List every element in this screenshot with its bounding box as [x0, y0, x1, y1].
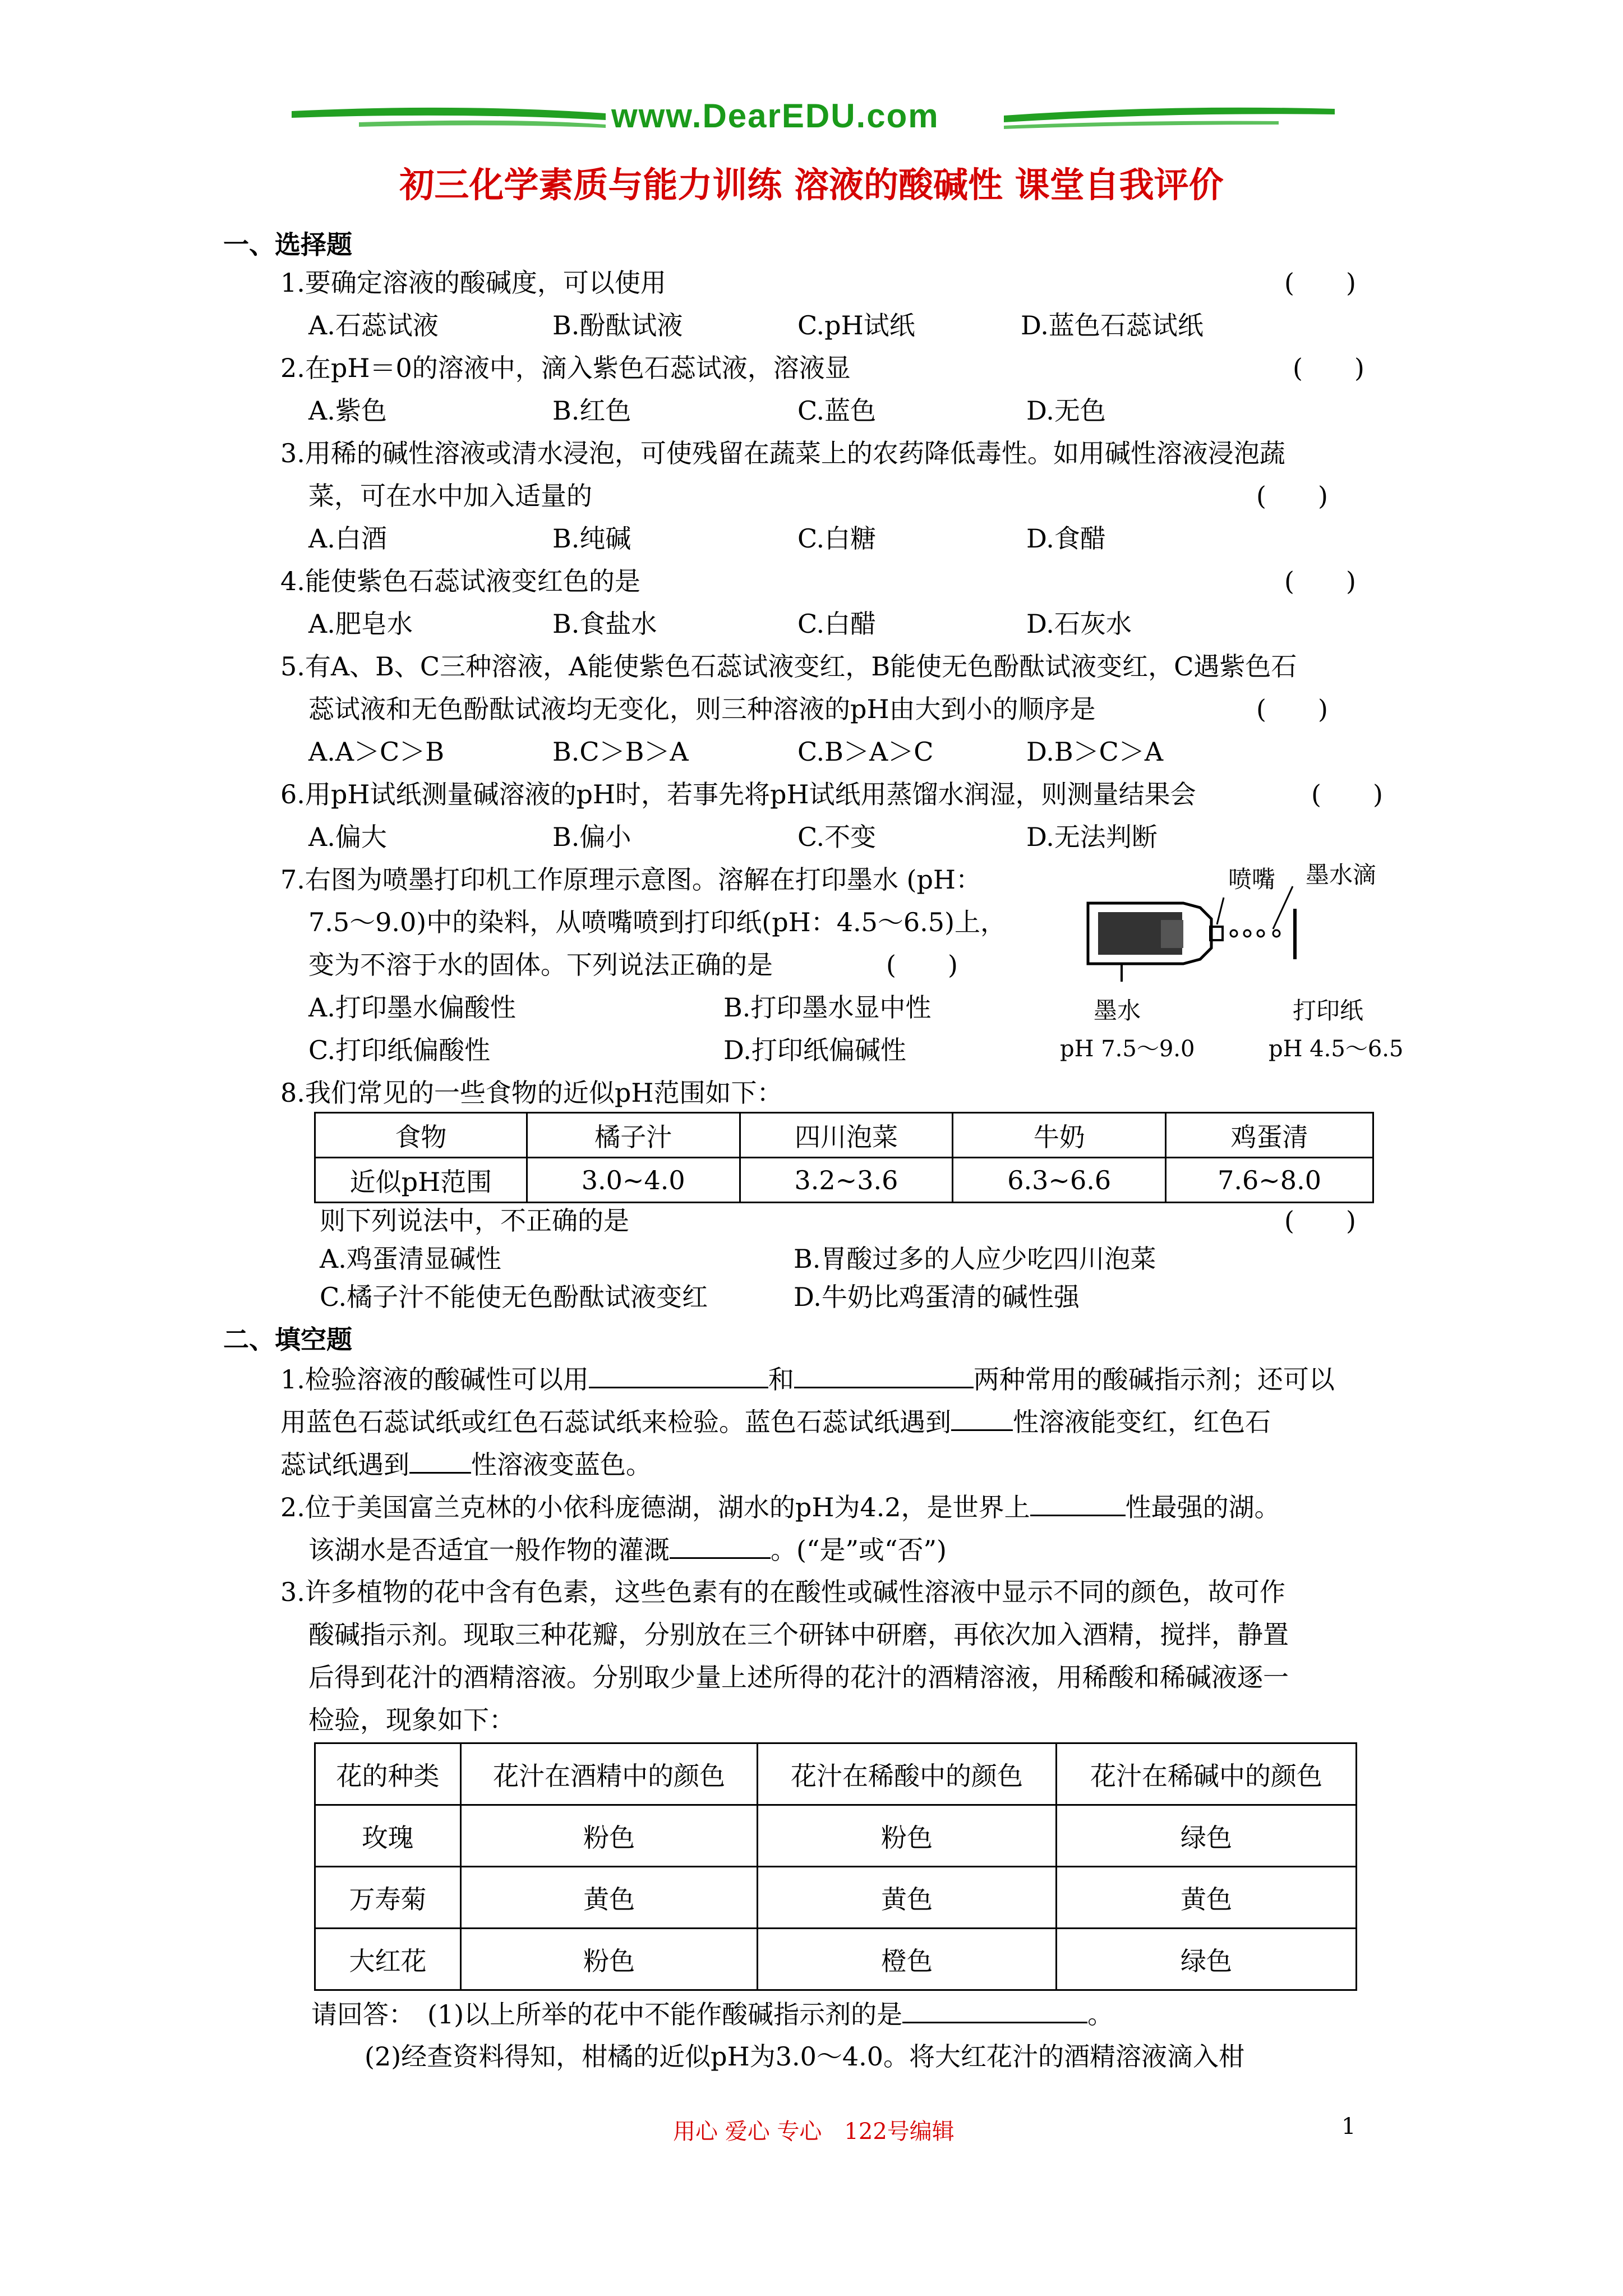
- table-cell: 黄色: [1057, 1867, 1357, 1929]
- table-cell: 3.2~3.6: [740, 1158, 953, 1203]
- q7-stem-line1: 7.右图为喷墨打印机工作原理示意图。溶解在打印墨水 (pH：: [280, 864, 982, 895]
- q6-stem: 6.用pH试纸测量碱溶液的pH时，若事先将pH试纸用蒸馏水润湿，则测量结果会: [280, 779, 1196, 809]
- fill-q2-text: 。(“是”或“否”): [771, 1535, 947, 1565]
- label-paper: 打印纸: [1293, 997, 1364, 1024]
- table-cell: 四川泡菜: [740, 1113, 953, 1158]
- section-heading-choice: 一、选择题: [223, 229, 352, 260]
- q1-option-d[interactable]: D.蓝色石蕊试纸: [1021, 310, 1204, 341]
- table-row: [315, 1743, 1357, 1805]
- q8-option-a[interactable]: A.鸡蛋清显碱性: [320, 1244, 501, 1274]
- q4-option-a[interactable]: A.肥皂水: [308, 609, 413, 639]
- table-cell: 橘子汁: [527, 1113, 740, 1158]
- q8-option-b[interactable]: B.胃酸过多的人应少吃四川泡菜: [794, 1244, 1156, 1274]
- label-paper-ph: pH 4.5～6.5: [1269, 1036, 1404, 1062]
- q4-stem: 4.能使紫色石蕊试液变红色的是: [280, 566, 640, 596]
- fill-q3-line4: 检验，现象如下：: [308, 1705, 515, 1735]
- blank-field[interactable]: [902, 1997, 1087, 2023]
- table-cell: 花汁在稀酸中的颜色: [758, 1743, 1057, 1805]
- table-row: [315, 1158, 1373, 1203]
- q3-option-c[interactable]: C.白糖: [797, 523, 877, 554]
- q8-stem2: 则下列说法中，不正确的是: [320, 1205, 629, 1236]
- q5-option-d[interactable]: D.B＞C＞A: [1026, 737, 1164, 767]
- page-title: 初三化学素质与能力训练 溶液的酸碱性 课堂自我评价: [399, 164, 1224, 205]
- q3-option-d[interactable]: D.食醋: [1026, 523, 1106, 554]
- q8-option-c[interactable]: C.橘子汁不能使无色酚酞试液变红: [320, 1282, 708, 1312]
- table-cell: 花汁在稀碱中的颜色: [1057, 1743, 1357, 1805]
- fill-q1-text: 用蓝色石蕊试纸或红色石蕊试纸来检验。蓝色石蕊试纸遇到: [280, 1407, 951, 1437]
- fill-q3-text: 。: [1087, 1999, 1114, 2030]
- table-cell: 万寿菊: [315, 1867, 461, 1929]
- page-number: 1: [1341, 2114, 1356, 2139]
- blank-field[interactable]: [951, 1405, 1013, 1431]
- table-cell: 鸡蛋清: [1166, 1113, 1373, 1158]
- q7-option-c[interactable]: C.打印纸偏酸性: [308, 1035, 491, 1065]
- fill-q1-text: 和: [768, 1364, 794, 1395]
- q5-option-b[interactable]: B.C＞B＞A: [552, 737, 689, 767]
- fill-q3-line3: 后得到花汁的酒精溶液。分别取少量上述所得的花汁的酒精溶液，用稀酸和稀碱液逐一: [308, 1662, 1289, 1692]
- q2-option-d[interactable]: D.无色: [1026, 395, 1106, 426]
- q5-option-c[interactable]: C.B＞A＞C: [797, 737, 934, 767]
- q4-option-c[interactable]: C.白醋: [797, 609, 877, 639]
- table-cell: 花的种类: [315, 1743, 461, 1805]
- q1-stem: 1.要确定溶液的酸碱度，可以使用: [280, 268, 666, 298]
- food-ph-table: [314, 1112, 1374, 1203]
- table-cell: 粉色: [461, 1805, 758, 1867]
- q8-stem: 8.我们常见的一些食物的近似pH范围如下：: [280, 1078, 783, 1108]
- q4-option-d[interactable]: D.石灰水: [1026, 609, 1132, 639]
- q6-answer-paren[interactable]: ( ): [1311, 779, 1383, 809]
- fill-q1-line3: [280, 1447, 652, 1481]
- table-cell: 大红花: [315, 1929, 461, 1990]
- table-cell: 玫瑰: [315, 1805, 461, 1867]
- fill-q1-line1: [280, 1362, 1335, 1396]
- fill-q1-text: 1.检验溶液的酸碱性可以用: [280, 1364, 589, 1395]
- blank-field[interactable]: [670, 1533, 771, 1559]
- fill-q1-text: 蕊试纸遇到: [280, 1450, 409, 1480]
- table-row: [315, 1805, 1357, 1867]
- fill-q2-line1: [280, 1490, 1280, 1524]
- q7-answer-paren[interactable]: ( ): [886, 950, 958, 980]
- table-cell: 黄色: [461, 1867, 758, 1929]
- table-cell: 粉色: [758, 1805, 1057, 1867]
- q6-option-a[interactable]: A.偏大: [308, 822, 387, 852]
- q2-option-b[interactable]: B.红色: [552, 395, 631, 426]
- fill-q1-text: 性溶液变蓝色。: [471, 1450, 652, 1480]
- table-cell: 近似pH范围: [315, 1158, 527, 1203]
- blank-field[interactable]: [409, 1447, 471, 1474]
- table-cell: 3.0~4.0: [527, 1158, 740, 1203]
- blank-field[interactable]: [794, 1362, 974, 1388]
- label-ink: 墨水: [1094, 997, 1141, 1024]
- q4-answer-paren[interactable]: ( ): [1284, 566, 1356, 596]
- q4-option-b[interactable]: B.食盐水: [552, 609, 657, 639]
- q6-option-c[interactable]: C.不变: [797, 822, 877, 852]
- q5-stem-line1: 5.有A、B、C三种溶液，A能使紫色石蕊试液变红，B能使无色酚酞试液变红，C遇紫色石: [280, 651, 1297, 682]
- q8-answer-paren[interactable]: ( ): [1284, 1205, 1356, 1236]
- q1-option-b[interactable]: B.酚酞试液: [552, 310, 683, 341]
- fill-q3-answer2: (2)经查资料得知，柑橘的近似pH为3.0～4.0。将大红花汁的酒精溶液滴入柑: [365, 2041, 1245, 2072]
- fill-q2-line2: [308, 1533, 947, 1567]
- fill-q3-text: 请回答： (1)以上所举的花中不能作酸碱指示剂的是: [311, 1999, 903, 2030]
- label-ink-ph: pH 7.5～9.0: [1060, 1036, 1195, 1062]
- q7-stem-line3: 变为不溶于水的固体。下列说法正确的是: [308, 950, 773, 980]
- table-cell: 6.3~6.6: [953, 1158, 1166, 1203]
- table-cell: 橙色: [758, 1929, 1057, 1990]
- q2-answer-paren[interactable]: ( ): [1293, 353, 1364, 383]
- fill-q3-line1: 3.许多植物的花中含有色素，这些色素有的在酸性或碱性溶液中显示不同的颜色，故可作: [280, 1577, 1285, 1607]
- table-cell: 绿色: [1057, 1805, 1357, 1867]
- q3-option-b[interactable]: B.纯碱: [552, 523, 631, 554]
- q5-stem-line2: 蕊试液和无色酚酞试液均无变化，则三种溶液的pH由大到小的顺序是: [308, 694, 1096, 724]
- q7-stem-line2: 7.5～9.0)中的染料，从喷嘴喷到打印纸(pH：4.5～6.5)上，: [308, 907, 1007, 937]
- fill-q2-text: 该湖水是否适宜一般作物的灌溉: [308, 1535, 670, 1565]
- q5-option-a[interactable]: A.A＞C＞B: [308, 737, 445, 767]
- q5-answer-paren[interactable]: ( ): [1256, 694, 1328, 724]
- fill-q1-line2: [280, 1405, 1271, 1439]
- fill-q3-line2: 酸碱指示剂。现取三种花瓣，分别放在三个研钵中研磨，再依次加入酒精，搅拌，静置: [308, 1619, 1289, 1650]
- q2-option-a[interactable]: A.紫色: [308, 395, 387, 426]
- section-heading-fill: 二、填空题: [223, 1324, 352, 1355]
- fill-q1-text: 两种常用的酸碱指示剂；还可以: [973, 1364, 1335, 1395]
- table-row: [315, 1113, 1373, 1158]
- blank-field[interactable]: [1030, 1490, 1126, 1516]
- table-cell: 粉色: [461, 1929, 758, 1990]
- q3-option-a[interactable]: A.白酒: [308, 523, 387, 554]
- q3-answer-paren[interactable]: ( ): [1256, 481, 1328, 511]
- table-cell: 黄色: [758, 1867, 1057, 1929]
- table-row: [315, 1867, 1357, 1929]
- q7-option-d[interactable]: D.打印纸偏碱性: [723, 1035, 906, 1065]
- fill-q3-answer1: [311, 1997, 1113, 2031]
- table-cell: 绿色: [1057, 1929, 1357, 1990]
- table-cell: 花汁在酒精中的颜色: [461, 1743, 758, 1805]
- site-logo[interactable]: www.DearEDU.com: [611, 97, 939, 135]
- label-nozzle: 喷嘴: [1228, 866, 1276, 893]
- q3-stem-line1: 3.用稀的碱性溶液或清水浸泡，可使残留在蔬菜上的农药降低毒性。如用碱性溶液浸泡蔬: [280, 438, 1285, 468]
- q2-stem: 2.在pH＝0的溶液中，滴入紫色石蕊试液，溶液显: [280, 353, 851, 383]
- table-cell: 7.6~8.0: [1166, 1158, 1373, 1203]
- flower-color-table: [314, 1742, 1357, 1991]
- label-ink-drops: 墨水滴: [1306, 861, 1377, 889]
- q2-option-c[interactable]: C.蓝色: [797, 395, 877, 426]
- q3-stem-line2: 菜，可在水中加入适量的: [308, 481, 592, 511]
- q1-option-c[interactable]: C.pH试纸: [797, 310, 915, 341]
- footer-text: 用心 爱心 专心 122号编辑: [673, 2119, 955, 2145]
- fill-q2-text: 2.位于美国富兰克林的小依科庞德湖，湖水的pH为4.2，是世界上: [280, 1492, 1030, 1522]
- table-cell: 食物: [315, 1113, 527, 1158]
- q6-option-d[interactable]: D.无法判断: [1026, 822, 1158, 852]
- table-row: [315, 1929, 1357, 1990]
- q8-option-d[interactable]: D.牛奶比鸡蛋清的碱性强: [794, 1282, 1080, 1312]
- blank-field[interactable]: [589, 1362, 768, 1388]
- q7-option-a[interactable]: A.打印墨水偏酸性: [308, 992, 516, 1023]
- q1-option-a[interactable]: A.石蕊试液: [308, 310, 439, 341]
- fill-q1-text: 性溶液能变红，红色石: [1013, 1407, 1271, 1437]
- q1-answer-paren[interactable]: ( ): [1284, 268, 1356, 298]
- q7-option-b[interactable]: B.打印墨水显中性: [723, 992, 932, 1023]
- q6-option-b[interactable]: B.偏小: [552, 822, 631, 852]
- fill-q2-text: 性最强的湖。: [1125, 1492, 1280, 1522]
- table-cell: 牛奶: [953, 1113, 1166, 1158]
